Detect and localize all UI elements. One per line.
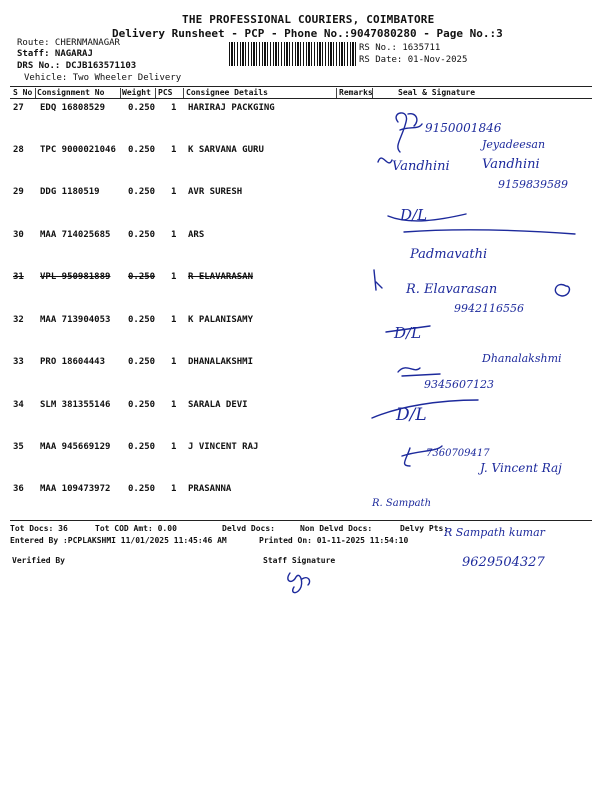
row-consignee: K SARVANA GURU [188,145,264,155]
row-consignment: TPC 9000021046 [40,145,116,155]
drs-number: DRS No.: DCJB163571103 [17,61,137,71]
handwriting-r27-b: Jeyadeesan [482,138,546,151]
rs-date: RS Date: 01-Nov-2025 [359,55,468,65]
row-consignee: DHANALAKSHMI [188,357,254,367]
row-weight: 0.250 [128,442,156,452]
row-weight: 0.250 [128,315,156,325]
signature-scribble-28 [378,158,392,163]
non-delivered-docs: Non Delvd Docs: [300,524,373,533]
handwriting-r28-c: 9159839589 [498,178,568,191]
signature-scribble-27 [396,113,422,152]
handwriting-r31-a: R. Elavarasan [406,282,498,297]
row-consignee: HARIRAJ PACKGING [188,103,275,113]
handwriting-r31-b: 9942116556 [454,302,524,315]
row-pcs: 1 [171,230,177,240]
row-weight: 0.250 [128,230,156,240]
row-weight: 0.250 [128,145,156,155]
handwriting-r36: R. Sampath [372,498,432,509]
row-weight: 0.250 [128,484,156,494]
row-consignment: EDQ 16808529 [40,103,106,113]
underline-30 [404,230,575,234]
row-sno: 36 [13,484,24,494]
staff-signature-label: Staff Signature [263,556,336,565]
row-consignee: ARS [188,230,205,240]
row-weight: 0.250 [128,357,156,367]
row-sno: 35 [13,442,24,452]
row-weight: 0.250 [128,103,156,113]
staff-signature-mark [282,563,322,599]
route-label: Route: CHERNMANAGAR [17,38,120,48]
barcode [229,42,356,66]
row-pcs: 1 [171,145,177,155]
row-pcs: 1 [171,357,177,367]
circle-31 [555,285,569,296]
row-sno: 29 [13,187,24,197]
handwriting-r33-b: 9345607123 [424,378,494,391]
handwriting-r35-b: J. Vincent Raj [480,461,562,475]
handwriting-r29: D/L [400,206,428,224]
row-consignment: MAA 945669129 [40,442,111,452]
verified-by: Verified By [12,556,65,565]
signature-scribble-33 [398,368,440,376]
row-consignment: MAA 714025685 [40,230,111,240]
row-pcs: 1 [171,272,177,282]
row-sno: 28 [13,145,24,155]
handwriting-r28-b: Vandhini [482,157,540,172]
row-consignment: MAA 109473972 [40,484,111,494]
col-remarks: Remarks [339,88,373,97]
col-sno: S No [13,88,33,97]
delivered-docs: Delvd Docs: [222,524,275,533]
handwriting-r27-a: 9150001846 [425,121,502,135]
staff-label: Staff: NAGARAJ [17,49,93,59]
printed-on: Printed On: 01-11-2025 11:54:10 [259,536,409,545]
row-sno: 31 [13,272,24,282]
mark-31 [374,270,382,290]
row-pcs: 1 [171,484,177,494]
row-weight: 0.250 [128,187,156,197]
total-cod: Tot COD Amt: 0.00 [95,524,177,533]
row-sno: 33 [13,357,24,367]
row-consignment: SLM 381355146 [40,400,111,410]
row-weight: 0.250 [128,272,156,282]
row-pcs: 1 [171,187,177,197]
handwriting-r32: D/L [394,324,422,342]
runsheet-subtitle: Delivery Runsheet - PCP - Phone No.:9047080280 - Page No.:3 [112,27,503,40]
delivery-points: Delvy Pts: [400,524,449,533]
row-consignee: AVR SURESH [188,187,243,197]
col-consignee: Consignee Details [186,88,268,97]
handwriting-r30: Padmavathi [410,247,488,262]
handwriting-r28-a: Vandhini [392,159,450,174]
handwriting-r35-a: 7360709417 [426,448,490,459]
rs-number: RS No.: 1635711 [359,43,441,53]
handwriting-r36-c: 9629504327 [462,555,545,570]
handwritten-signatures [370,100,595,520]
col-consignment: Consignment No [37,88,105,97]
row-sno: 34 [13,400,24,410]
row-consignee: K PALANISAMY [188,315,254,325]
col-pcs: PCS [158,88,173,97]
entered-by: Entered By :PCPLAKSHMI 11/01/2025 11:45:46 AM [10,536,227,545]
handwriting-r34: D/L [396,405,427,425]
row-sno: 27 [13,103,24,113]
company-title: THE PROFESSIONAL COURIERS, COIMBATORE [182,13,435,26]
col-weight: Weight [122,88,151,97]
row-sno: 32 [13,315,24,325]
row-consignment: VPL 950981889 [40,272,111,282]
vehicle-label: Vehicle: Two Wheeler Delivery [24,73,182,83]
row-consignment: PRO 18604443 [40,357,106,367]
row-pcs: 1 [171,400,177,410]
row-consignee: PRASANNA [188,484,232,494]
row-consignee: SARALA DEVI [188,400,248,410]
handwriting-r36-b: R Sampath kumar [444,526,545,539]
total-docs: Tot Docs: 36 [10,524,68,533]
handwritten-r36-extra [440,520,590,580]
handwriting-r33-a: Dhanalakshmi [482,352,562,365]
row-pcs: 1 [171,315,177,325]
row-consignment: MAA 713904053 [40,315,111,325]
row-consignment: DDG 1180519 [40,187,100,197]
row-weight: 0.250 [128,400,156,410]
col-seal-signature: Seal & Signature [398,88,476,97]
row-consignee: R ELAVARASAN [188,272,254,282]
row-pcs: 1 [171,442,177,452]
row-consignee: J VINCENT RAJ [188,442,259,452]
row-sno: 30 [13,230,24,240]
row-pcs: 1 [171,103,177,113]
